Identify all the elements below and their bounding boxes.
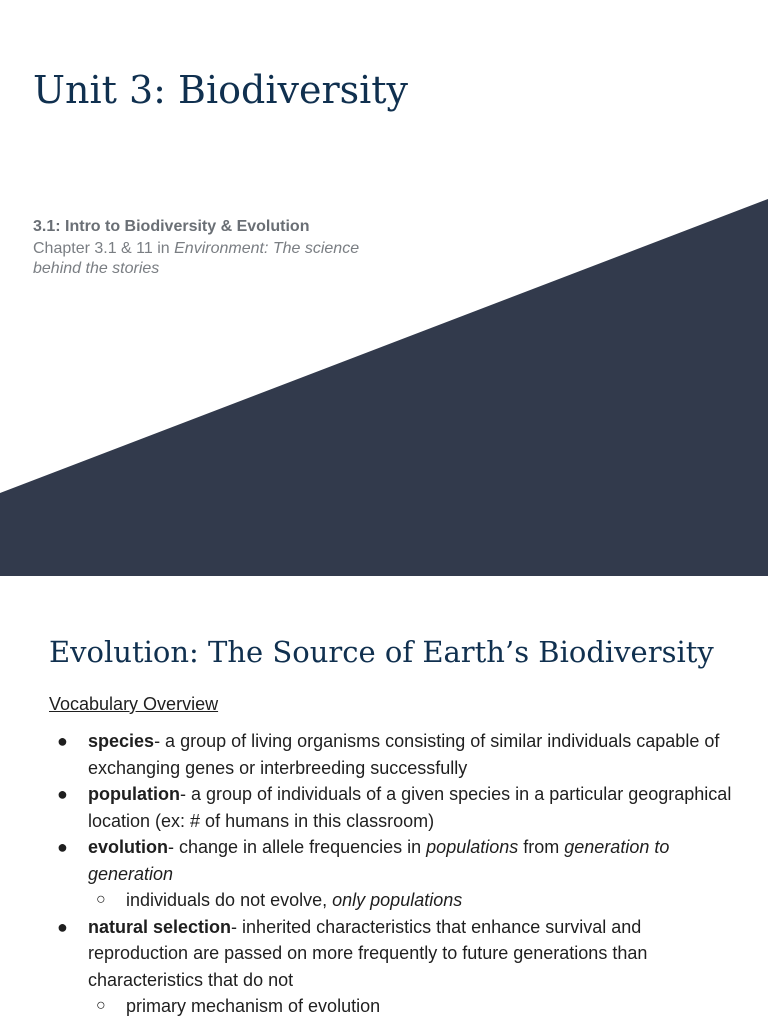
sub-item-plain: individuals do not evolve, (126, 890, 333, 910)
definition-text: - change in allele frequencies in (168, 837, 427, 857)
sub-list (88, 993, 739, 1020)
definition-emphasis: populations (426, 837, 519, 857)
vocabulary-heading: Vocabulary Overview (49, 694, 219, 714)
vocab-definition (88, 837, 669, 884)
vocab-item-population (49, 781, 739, 834)
bullet-icon: ● (57, 731, 68, 751)
sub-item-text: primary mechanism of evolution (126, 996, 381, 1016)
hollow-bullet-icon: ○ (96, 997, 106, 1014)
vocab-definition: - inherited characteristics that enhance survival and reproduction are passed on more frequently to future generations than characteristics that do not (88, 916, 648, 990)
section-label: 3.1: Intro to Biodiversity & Evolution (33, 218, 310, 235)
vocab-definition: - a group of living organisms consisting of similar individuals capable of exchanging genes or interbreeding successfully (88, 731, 720, 778)
bullet-icon: ● (57, 837, 68, 857)
bullet-icon: ● (57, 784, 68, 804)
vocab-term: evolution (88, 837, 168, 857)
sub-list (88, 887, 739, 914)
sub-list-item (88, 993, 739, 1020)
chapter-reference (33, 239, 393, 279)
vocab-term: natural selection (88, 916, 232, 937)
vocab-item-natural-selection (49, 914, 739, 1020)
bullet-icon: ● (57, 916, 68, 937)
vocabulary-list (49, 728, 739, 1020)
vocab-term: species (88, 731, 155, 751)
chapter-prefix: Chapter 3.1 & 11 in (33, 240, 175, 257)
vocab-definition: - a group of individuals of a given species in a particular geographical location (ex: # of humans in this classroom) (88, 784, 732, 831)
definition-text: from (518, 837, 565, 857)
sub-list-item (88, 887, 739, 914)
vocab-term: population (88, 784, 180, 804)
book-title: Environment: The science behind the stories (33, 240, 360, 277)
section-heading: Evolution: The Source of Earth’s Biodiversity (49, 635, 714, 669)
hollow-bullet-icon: ○ (96, 891, 106, 908)
vocab-item-species (49, 728, 739, 781)
content-section (49, 630, 739, 1020)
definition-emphasis: generation to generation (88, 837, 670, 884)
sub-item-text (126, 890, 462, 910)
vocab-item-evolution (49, 834, 739, 914)
page-title: Unit 3: Biodiversity (33, 68, 409, 112)
sub-item-emphasis: only populations (332, 890, 463, 910)
